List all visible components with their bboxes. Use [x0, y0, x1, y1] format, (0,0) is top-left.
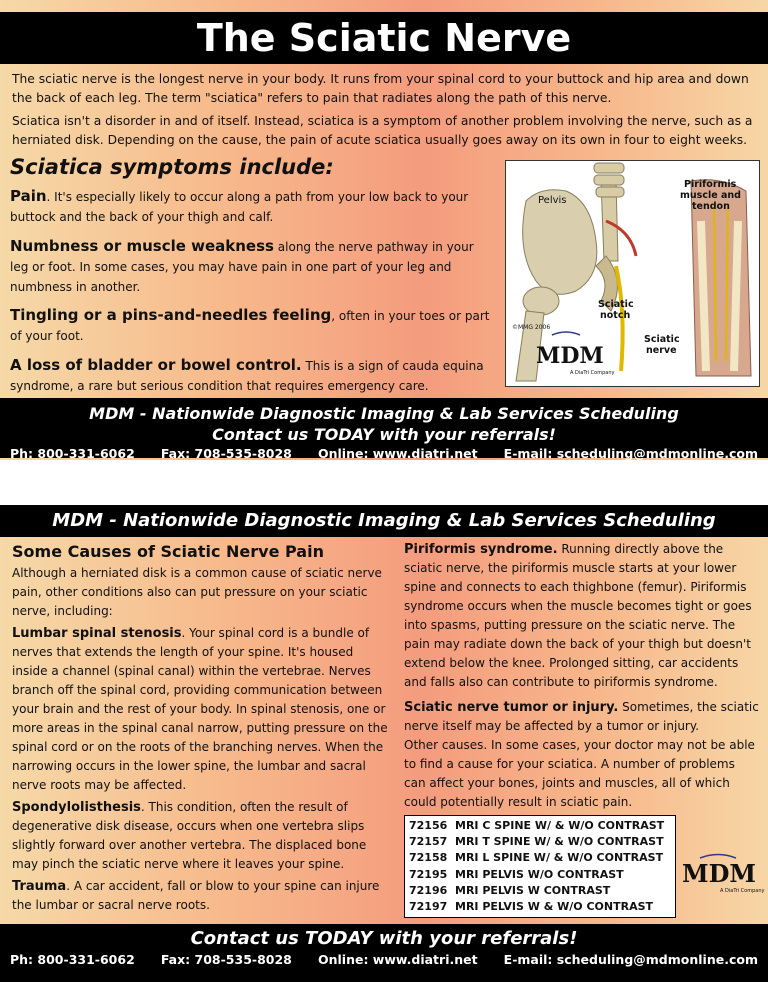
mdm-logo-subtitle: A DiaTri Company — [720, 888, 765, 894]
cause-piriformis — [404, 540, 760, 692]
label-notch-2: notch — [600, 310, 631, 321]
website-link[interactable]: Online: www.diatri.net — [317, 446, 478, 461]
fax-number: Fax: 708-535-8028 — [160, 446, 292, 461]
symptom-text: This is a sign of cauda equina syndrome, a rare but serious condition that requires emergency care. — [10, 359, 484, 393]
code-description: MRI C SPINE W/ & W/O CONTRAST — [455, 819, 665, 832]
cause-text: Sometimes, the sciatic nerve itself may be affected by a tumor or injury. — [404, 700, 759, 733]
email-link[interactable]: E-mail: scheduling@mdmonline.com — [503, 952, 758, 967]
intro-text — [12, 70, 762, 154]
symptom-term: Tingling or a pins-and-needles feeling — [10, 306, 332, 324]
code-row — [409, 899, 671, 915]
services-banner: MDM - Nationwide Diagnostic Imaging & Lab Services Scheduling — [0, 505, 768, 537]
code-row — [409, 867, 671, 883]
label-piriformis-1: Piriformis — [684, 179, 737, 190]
mdm-logo-text: MDM — [682, 859, 756, 888]
code-description: MRI PELVIS W/O CONTRAST — [455, 867, 624, 881]
symptom-term: Numbness or muscle weakness — [10, 237, 274, 255]
label-piriformis-2: muscle and — [680, 190, 741, 201]
label-nerve-1: Sciatic — [644, 334, 680, 345]
cause-stenosis — [12, 624, 392, 795]
cpt-code-table — [404, 815, 676, 918]
intro-paragraph-1: The sciatic nerve is the longest nerve in your body. It runs from your spinal cord to your buttock and hip area and down the back of each leg. The term "sciatica" refers to pain that radiates along the path of this nerve. — [12, 72, 749, 105]
cause-text: . A car accident, fall or blow to your spine can injure the lumbar or sacral nerve roots. — [12, 879, 380, 912]
intro-paragraph-2: Sciatica isn't a disorder in and of itself. Instead, sciatica is a symptom of another problem involving the nerve, such as a herniated disk. Depending on the cause, the pain of acute sciatica usually goes away on its own in four to eight weeks. — [12, 114, 753, 147]
cause-trauma — [12, 877, 392, 915]
email-link[interactable]: E-mail: scheduling@mdmonline.com — [503, 446, 758, 461]
cause-spondylolisthesis — [12, 798, 392, 874]
causes-intro: Although a herniated disk is a common cause of sciatic nerve pain, other conditions also can put pressure on your sciatic nerve, including: — [12, 566, 382, 618]
mdm-logo: MDM — [536, 343, 604, 369]
code-row — [409, 818, 671, 834]
symptom-tingling — [10, 305, 495, 346]
label-pelvis: Pelvis — [538, 195, 567, 206]
cause-text: . This condition, often the result of degenerative disk disease, occurs when one vertebra slips slightly forward over another vertebra. The displaced bone may pinch the sciatic nerve where it leaves your spine. — [12, 800, 367, 871]
anatomy-drawing — [506, 161, 759, 386]
code-row — [409, 834, 671, 850]
page-title: The Sciatic Nerve — [0, 12, 768, 64]
symptom-bladder — [10, 355, 495, 396]
banner-call-to-action: Contact us TODAY with your referrals! — [190, 928, 578, 949]
cause-text: . Your spinal cord is a bundle of nerves that extends the length of your spine. It's housed inside a channel (spinal canal) within the vertebrae. Nerves branch off the spinal cord, providing communication between your brain and the rest of your body. In spinal stenosis, one or more areas in the spinal canal narrow, putting pressure on the spinal cord or on the roots of the branching nerves. When the narrowing occurs in the lower spine, the lumbar and sacral nerve roots may be affected. — [12, 626, 388, 792]
website-link[interactable]: Online: www.diatri.net — [317, 952, 478, 967]
label-copyright: ©MMG 2006 — [512, 324, 551, 331]
code-description: MRI PELVIS W & W/O CONTRAST — [455, 900, 654, 914]
code-description: MRI PELVIS W CONTRAST — [455, 883, 611, 897]
sciatic-anatomy-illustration — [505, 160, 760, 387]
symptom-pain — [10, 186, 495, 227]
causes-right-column — [404, 540, 760, 818]
banner-call-to-action: Contact us TODAY with your referrals! — [212, 425, 556, 444]
cause-term: Trauma — [12, 879, 67, 894]
cpt-code: 72156 — [409, 819, 448, 832]
contact-info — [0, 446, 768, 462]
cpt-code: 72158 — [409, 851, 448, 865]
cause-term: Lumbar spinal stenosis — [12, 626, 182, 641]
symptoms-heading: Sciatica symptoms include: — [10, 155, 334, 179]
symptom-term: Pain — [10, 187, 47, 205]
label-piriformis-3: tendon — [692, 201, 730, 212]
causes-left-column — [12, 540, 392, 918]
code-row — [409, 850, 671, 866]
contact-banner-top — [0, 398, 768, 461]
cause-term: Piriformis syndrome. — [404, 542, 558, 557]
cpt-code: 72196 — [409, 883, 448, 897]
symptom-text: , often in your toes or part of your foot. — [10, 309, 490, 343]
symptom-term: A loss of bladder or bowel control. — [10, 356, 302, 374]
phone-number[interactable]: Ph: 800-331-6062 — [10, 952, 135, 967]
cpt-code: 72195 — [409, 867, 448, 881]
mdm-logo-subtitle: A DiaTri Company — [570, 370, 615, 376]
code-description: MRI L SPINE W/ & W/O CONTRAST — [455, 851, 664, 865]
code-row — [409, 883, 671, 899]
banner-tagline: MDM - Nationwide Diagnostic Imaging & Lab Services Scheduling — [89, 404, 679, 423]
phone-number[interactable]: Ph: 800-331-6062 — [10, 446, 135, 461]
cause-other: Other causes. In some cases, your doctor may not be able to find a cause for your sciatica. A number of problems can affect your bones, joints and muscles, all of which could potentially result in sciatic pain. — [404, 738, 755, 809]
cause-term: Spondylolisthesis — [12, 800, 141, 815]
mdm-logo-bottom — [680, 852, 765, 897]
symptom-text: along the nerve pathway in your leg or foot. In some cases, you may have pain in one part of your leg and numbness in another. — [10, 240, 474, 294]
cause-text: Running directly above the sciatic nerve, the piriformis muscle starts at your lower spine and connects to each thighbone (femur). Piriformis syndrome occurs when the muscle becomes tight or goes into spasms, putting pressure on the sciatic nerve. The pain may radiate down the back of your thigh but doesn't extend below the knee. Prolonged sitting, car accidents and falls also can contribute to piriformis syndrome. — [404, 542, 752, 689]
contact-info — [0, 952, 768, 968]
code-description: MRI T SPINE W/ & W/O CONTRAST — [455, 835, 664, 849]
cause-tumor — [404, 698, 760, 736]
cpt-code: 72157 — [409, 835, 448, 849]
cpt-code: 72197 — [409, 900, 448, 914]
label-nerve-2: nerve — [646, 345, 677, 356]
symptom-text: . It's especially likely to occur along a path from your low back to your buttock and the back of your thigh and calf. — [10, 190, 469, 224]
fax-number: Fax: 708-535-8028 — [160, 952, 292, 967]
symptom-numbness — [10, 236, 495, 297]
causes-heading: Some Causes of Sciatic Nerve Pain — [12, 542, 324, 561]
label-notch-1: Sciatic — [598, 299, 634, 310]
cause-term: Sciatic nerve tumor or injury. — [404, 700, 619, 715]
contact-banner-bottom — [0, 924, 768, 982]
